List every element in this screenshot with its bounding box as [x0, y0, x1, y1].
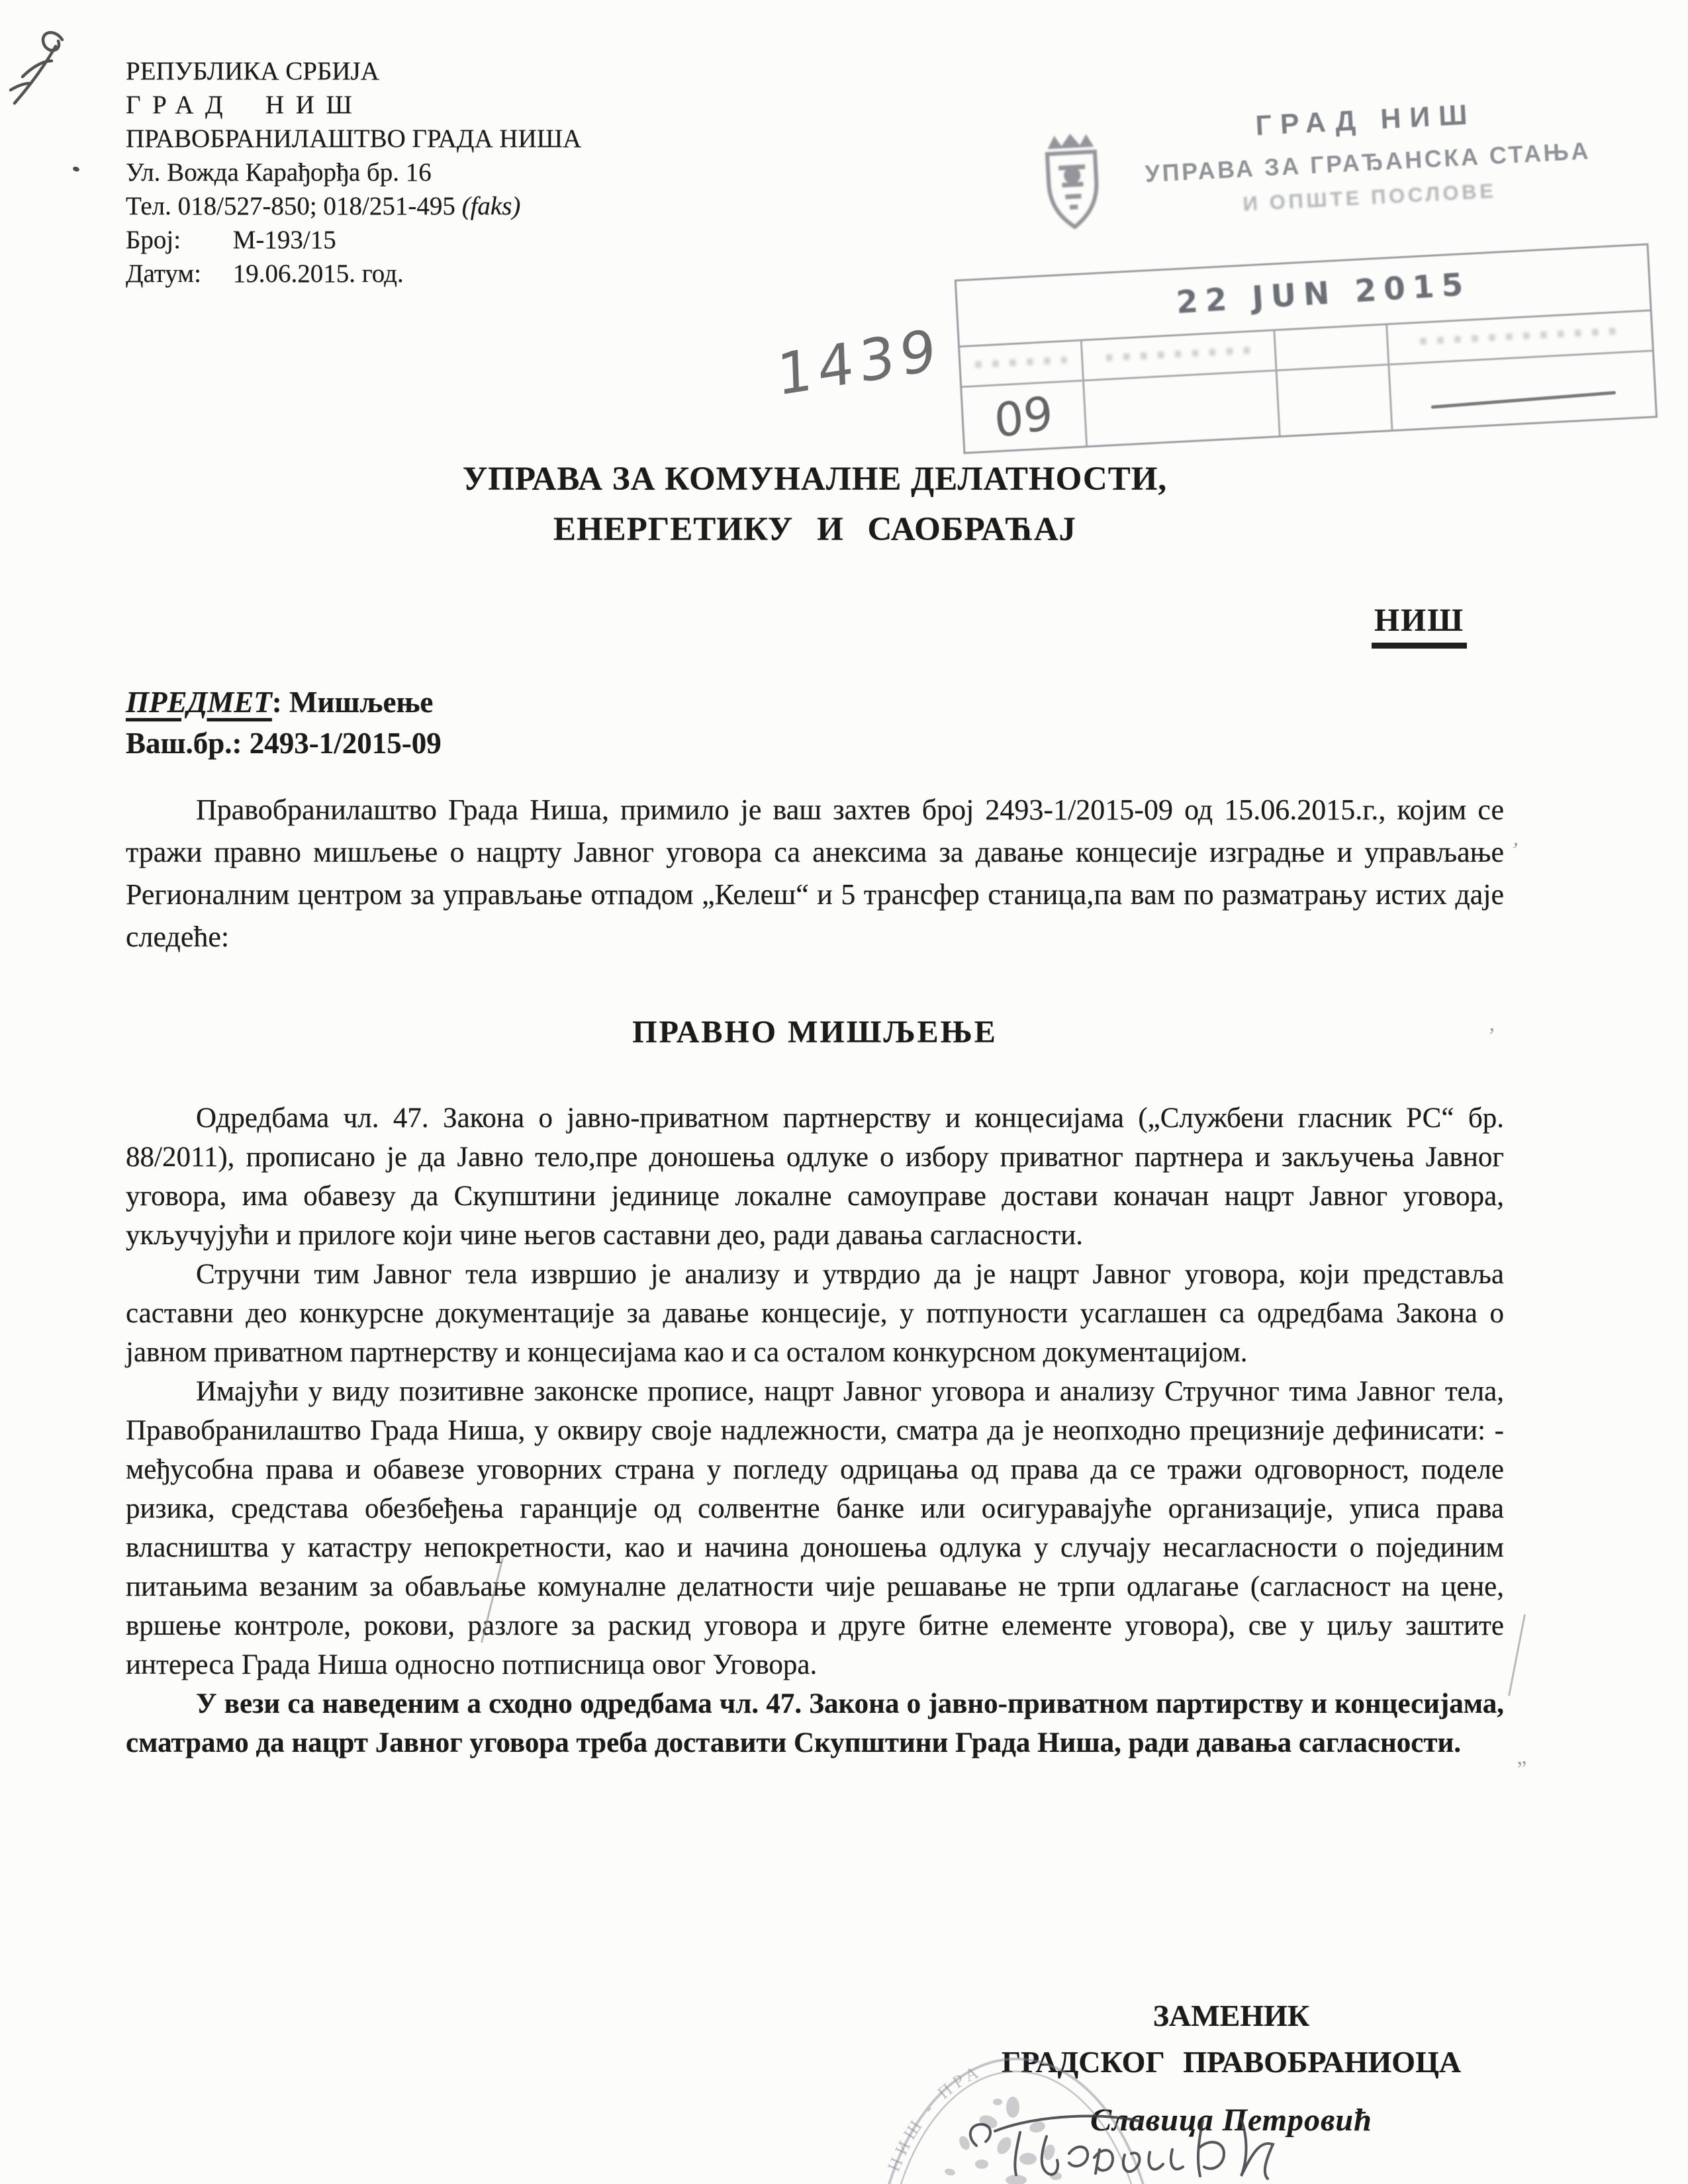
received-stamp-org-line2: УПРАВА ЗА ГРАЂАНСКА СТАЊА [1144, 136, 1591, 188]
scan-artifact [1508, 1614, 1526, 1696]
paragraph-intro: Правобранилаштво Града Ниша, примило је ваш захтев број 2493-1/2015-09 од 15.06.2015.г., којим се тражи правно мишљење о нацрту Јавног уговора са анексима за давање концесије изградње и управљање Регионалним центром за управљање отпадом „Келеш“ и 5 трансфер станица,па вам по разматрању истих даје следеће: [126, 794, 1504, 953]
handwritten-dash [1430, 391, 1616, 409]
received-stamp-header [912, 85, 1654, 275]
paragraph-conclusion: У вези са наведеним а сходно одредбама чл. 47. Закона о јавно-приватном партирству и концесијама, сматрамо да нацрт Јавног уговора треба доставити Скупштини Града Ниша, ради давања сагласности. [126, 1688, 1504, 1758]
letterhead-phone-numbers: Тел. 018/527-850; 018/251-495 [126, 192, 455, 220]
subject-block [126, 682, 442, 764]
addressee-line1: УПРАВА ЗА КОМУНАЛНЕ ДЕЛАТНОСТИ, [462, 461, 1168, 498]
stamp-table-cell [1273, 325, 1387, 369]
paragraph-recommendations: Имајући у виду позитивне законске прописе, нацрт Јавног уговора и анализу Стручног тима Јавног тела, Правобранилаштво Града Ниша, у оквиру своје надлежности, сматра да је неопходно прецизније дефинисати: - међусобна права и обавезе уговорних страна у погледу одрицања од права да се тражи одговорност, поделе ризика, средстава обезбеђења гаранције од солвентне банке или осигуравајуће организације, уписа права власништва у катастру непокретности, као и начина доношења одлука у случају несагласности о појединим питањима везаним за обављање комуналне делатности чије решавање не трпи одлагање (сагласност на цене, вршење контроле, рокови, разлоге за раскид уговора и друге битне елементе уговора), све у циљу заштите интереса Града Ниша односно потписница овог Уговора. [126, 1376, 1504, 1680]
letterhead-number-label: Број: [126, 226, 181, 254]
stamp-table-cell [1082, 369, 1279, 445]
signature-role-line1: ЗАМЕНИК [1152, 1999, 1310, 2032]
scan-artifact: „ [1514, 1744, 1528, 1770]
scan-artifact: ‚ [1511, 825, 1524, 851]
letterhead-date-row [126, 257, 581, 291]
addressee-title [126, 454, 1504, 555]
handwritten-signature [957, 2109, 1374, 2184]
opinion-heading: ПРАВНО МИШЉЕЊЕ [632, 1015, 998, 1050]
handwritten-registry-number: 1439 [775, 316, 943, 409]
stamp-table-cell [960, 341, 1082, 386]
subject-label: ПРЕДМЕТ [126, 686, 272, 719]
handwritten-cell-value: 09 [992, 385, 1056, 449]
received-stamp-table [955, 244, 1658, 455]
letterhead [126, 54, 581, 291]
subject-reference: Ваш.бр.: 2493-1/2015-09 [126, 727, 442, 760]
addressee-line2: ЕНЕРГЕТИКУ И САОБРАЋАЈ [553, 511, 1077, 548]
addressee-city: НИШ [1372, 601, 1467, 649]
received-stamp-org-line3: И ОПШТЕ ПОСЛОВЕ [1242, 179, 1497, 216]
received-stamp-date: 22 JUN 2015 [1175, 266, 1472, 322]
ink-speck [72, 166, 80, 173]
signature-name: Славица Петровић [1090, 2103, 1372, 2138]
letterhead-date-value: 19.06.2015. год. [232, 259, 404, 288]
signature-role-line2: ГРАДСКОГ ПРАВОБРАНИОЦА [1001, 2045, 1462, 2079]
subject-value: : Мишљење [271, 686, 434, 719]
letterhead-fax-note: (faks) [461, 192, 521, 220]
paragraph-legal-basis: Одредбама чл. 47. Закона о јавно-приватном партнерству и концесијама („Службени гласник РС“ бр. 88/2011), прописано је да Јавно тело,пре доношења одлуке о избору приватног партнера и закључења Јавног уговора, има обавезу да Скупштини јединице локалне самоуправе достави коначан нацрт Јавног уговора, укључујући и прилоге који чине његов саставни део, ради давања сагласности. [126, 1103, 1504, 1251]
scan-artifact: ‚ [1488, 1011, 1496, 1036]
letterhead-date-label: Датум: [126, 259, 201, 288]
letterhead-number-value: М-193/15 [232, 226, 336, 254]
letterhead-office: ПРАВОБРАНИЛАШТВО ГРАДА НИША [126, 124, 582, 153]
stamp-table-cell-org-number [962, 380, 1086, 452]
coat-of-arms-icon [1033, 131, 1113, 246]
received-stamp-org-line1: ГРАД НИШ [1254, 98, 1477, 142]
subject-line [126, 682, 442, 723]
intro-section [126, 789, 1504, 958]
letterhead-address: Ул. Вожда Карађорђа бр. 16 [126, 158, 432, 187]
handwritten-paraphe-mark [4, 26, 73, 111]
received-stamp-text [1107, 91, 1628, 223]
paragraph-expert-team: Стручни тим Јавног тела извршио је анализу и утврдио да је нацрт Јавног уговора, који представља саставни део конкурсне документације за давање концесије, у потпуности усаглашен са одредбама Закона о јавном приватном партнерству и концесијама као и са осталом конкурсном документацијом. [126, 1259, 1504, 1368]
received-stamp [912, 85, 1667, 514]
stamp-table-cell-dash [1387, 349, 1656, 430]
seal-arc-text: НИШ - ПРА [883, 2060, 986, 2175]
letterhead-country: РЕПУБЛИКА СРБИЈА [126, 57, 379, 85]
letterhead-city: ГРАД НИШ [126, 91, 364, 119]
letterhead-number-row [126, 223, 581, 257]
letterhead-phone [126, 189, 581, 223]
opinion-body [126, 1099, 1504, 1762]
stamp-table-cell [1275, 363, 1391, 435]
